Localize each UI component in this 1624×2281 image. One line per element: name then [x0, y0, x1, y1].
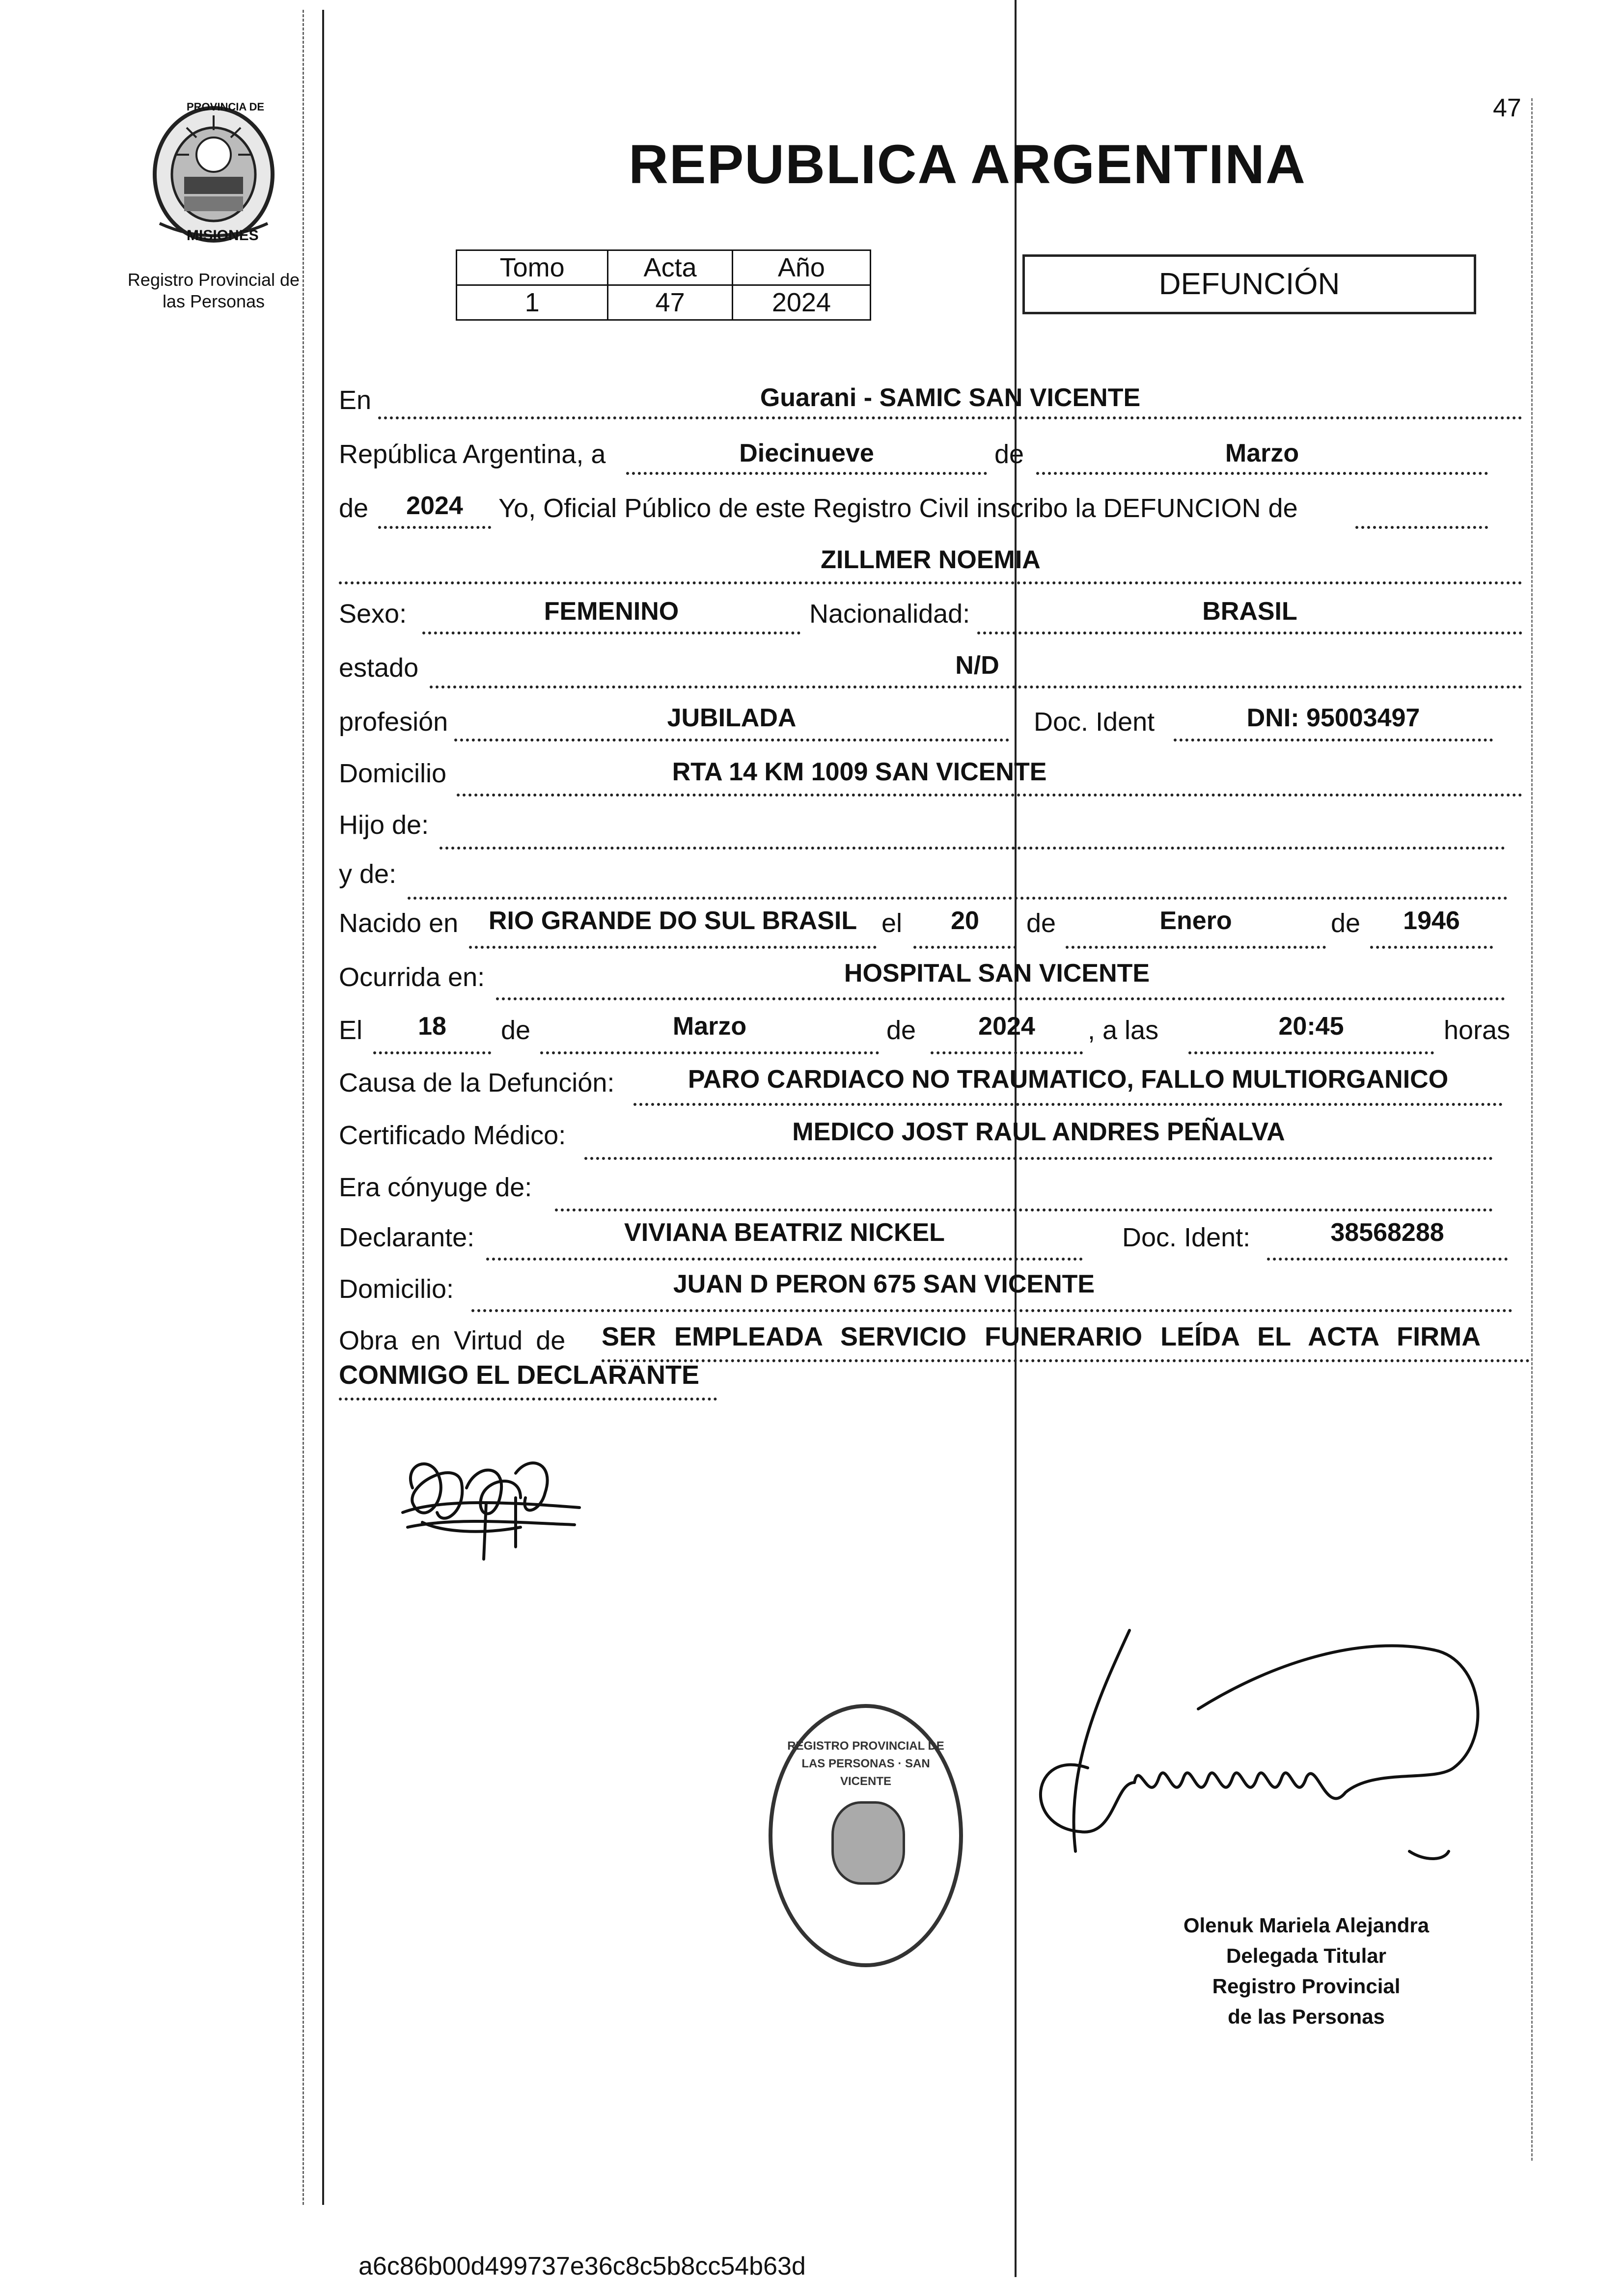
nacido-anio: 1946 — [1403, 907, 1460, 935]
oficial-text: Yo, Oficial Público de este Registro Civil inscribo la DEFUNCION de — [498, 494, 1298, 523]
registry-label — [113, 269, 314, 312]
y-de-label: y de: — [339, 859, 397, 889]
margin-line-dashed — [303, 10, 305, 2205]
official-registry: Registro Provincial — [1212, 1975, 1401, 1998]
muerte-de1: de — [501, 1016, 531, 1045]
declarante: VIVIANA BEATRIZ NICKEL — [624, 1218, 945, 1247]
declarante-label: Declarante: — [339, 1223, 475, 1252]
el2-label: El — [339, 1016, 363, 1045]
en-label: En — [339, 385, 372, 415]
value-acta: 47 — [608, 285, 733, 320]
y-de-line — [408, 869, 1508, 900]
margin-line — [322, 10, 324, 2205]
header-acta: Acta — [608, 250, 733, 285]
nacido-label: Nacido en — [339, 908, 459, 938]
horas-label: horas — [1444, 1016, 1511, 1045]
profesion-label: profesión — [339, 707, 448, 737]
muerte-de2: de — [886, 1016, 916, 1045]
record-table-header — [457, 250, 871, 285]
cert-label: Certificado Médico: — [339, 1121, 566, 1150]
hora: 20:45 — [1278, 1012, 1344, 1041]
year: 2024 — [406, 492, 463, 520]
decl-dom-label: Domicilio: — [339, 1274, 454, 1304]
el-label: el — [881, 908, 903, 938]
value-anio: 2024 — [732, 285, 870, 320]
causa: PARO CARDIACO NO TRAUMATICO, FALLO MULTIORGANICO — [688, 1065, 1449, 1094]
registry-line2: las Personas — [162, 291, 265, 311]
ocurrida: HOSPITAL SAN VICENTE — [844, 959, 1150, 988]
record-type: DEFUNCIÓN — [1158, 267, 1340, 301]
causa-label: Causa de la Defunción: — [339, 1068, 615, 1098]
seal-top-text: PROVINCIA DE — [187, 101, 265, 113]
year-prefix: de — [339, 494, 369, 523]
page-number: 47 — [1493, 94, 1521, 122]
declarant-signature — [393, 1444, 599, 1571]
hijo-line — [440, 819, 1505, 850]
record-table — [456, 249, 871, 321]
hijo-label: Hijo de: — [339, 810, 429, 840]
estado: N/D — [955, 651, 999, 680]
muerte-dia: 18 — [418, 1012, 446, 1041]
domicilio: RTA 14 KM 1009 SAN VICENTE — [672, 758, 1047, 786]
profesion: JUBILADA — [667, 704, 797, 732]
nacido-lugar: RIO GRANDE DO SUL BRASIL — [488, 907, 857, 935]
obra-text-1: SER EMPLEADA SERVICIO FUNERARIO LEÍDA EL ACTA FIRMA — [602, 1322, 1481, 1351]
record-type-box — [1022, 254, 1476, 314]
sexo: FEMENINO — [544, 597, 679, 626]
value-tomo: 1 — [457, 285, 608, 320]
decl-doc: 38568288 — [1330, 1218, 1444, 1247]
oficial-line — [1355, 498, 1488, 529]
document-hash: a6c86b00d499737e36c8c5b8cc54b63d — [358, 2252, 806, 2281]
obra-label: Obra en Virtud de — [339, 1326, 566, 1355]
round-stamp — [769, 1704, 963, 1967]
estado-label: estado — [339, 653, 419, 683]
de-label: de — [994, 440, 1024, 469]
official-title: Delegada Titular — [1226, 1944, 1386, 1967]
month: Marzo — [1225, 439, 1299, 467]
ocurrida-label: Ocurrida en: — [339, 962, 485, 992]
registry-line1: Registro Provincial de — [127, 270, 300, 290]
page-title: REPUBLICA ARGENTINA — [629, 134, 1306, 195]
record-table-values — [457, 285, 871, 320]
nacionalidad: BRASIL — [1202, 597, 1297, 626]
domicilio-label: Domicilio — [339, 759, 447, 788]
doc-label: Doc. Ident — [1034, 707, 1155, 737]
conyuge-line — [555, 1181, 1493, 1211]
obra-text-2: CONMIGO EL DECLARANTE — [339, 1360, 700, 1390]
deceased-name: ZILLMER NOEMIA — [821, 546, 1041, 574]
place-value: Guarani - SAMIC SAN VICENTE — [760, 384, 1141, 412]
conyuge-label: Era cónyuge de: — [339, 1173, 532, 1202]
header-tomo: Tomo — [457, 250, 608, 285]
official-signature — [1002, 1621, 1517, 1896]
nacido-dia: 20 — [951, 907, 979, 935]
nacido-mes: Enero — [1159, 907, 1232, 935]
official-name: Olenuk Mariela Alejandra — [1183, 1914, 1430, 1937]
republica-label: República Argentina, a — [339, 440, 606, 469]
muerte-mes: Marzo — [672, 1012, 747, 1041]
province-seal — [140, 96, 287, 248]
round-stamp-text: REGISTRO PROVINCIAL DE LAS PERSONAS · SAN VICENTE — [787, 1739, 944, 1788]
nacionalidad-label: Nacionalidad: — [809, 599, 970, 629]
round-stamp-inner — [831, 1801, 905, 1885]
nacido-de2: de — [1331, 908, 1361, 938]
header-anio: Año — [732, 250, 870, 285]
decl-doc-label: Doc. Ident: — [1122, 1223, 1251, 1252]
nacido-de1: de — [1026, 908, 1056, 938]
sexo-label: Sexo: — [339, 599, 407, 629]
muerte-anio: 2024 — [978, 1012, 1035, 1041]
official-registry-2: de las Personas — [1228, 2005, 1385, 2028]
cert: MEDICO JOST RAUL ANDRES PEÑALVA — [792, 1118, 1285, 1146]
day-words: Diecinueve — [739, 439, 874, 467]
doc: DNI: 95003497 — [1246, 704, 1420, 732]
seal-bottom-text: MISIONES — [187, 227, 259, 244]
a-las-label: , a las — [1088, 1016, 1159, 1045]
official-stamp — [1129, 1910, 1483, 2032]
decl-dom: JUAN D PERON 675 SAN VICENTE — [673, 1270, 1095, 1298]
right-margin-line — [1531, 98, 1534, 2161]
